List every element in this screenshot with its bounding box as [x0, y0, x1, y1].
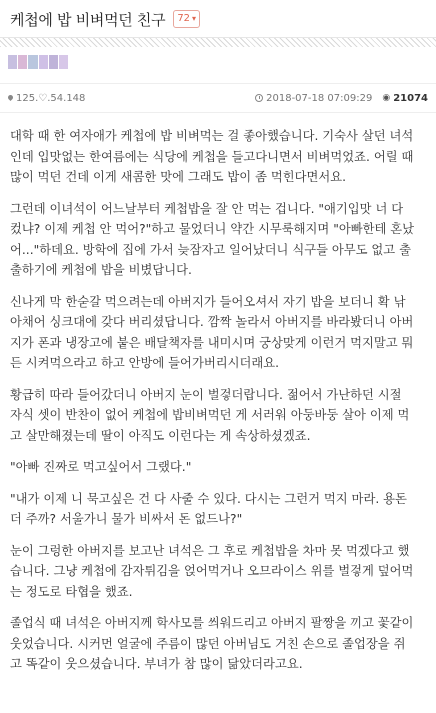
blur-pixel: [49, 55, 58, 69]
location-pin-icon: [7, 94, 14, 101]
post-datetime: 2018-07-18 07:09:29: [266, 92, 373, 104]
comment-count: 72: [177, 13, 191, 24]
author-name-blurred[interactable]: [8, 55, 68, 69]
body-paragraph: [10, 126, 428, 188]
body-line: 그런데 이녀석이 어느날부터 케첩밥을 잘 안 먹는 겁니다. "애기입맛 너 다: [10, 201, 404, 216]
header-divider: [0, 37, 436, 47]
blur-pixel: [28, 55, 37, 69]
post-header: [10, 8, 426, 30]
body-line: 더 주까? 서울가니 물가 비싸서 돈 없드나?": [10, 512, 243, 526]
body-line: 인데 입맛없는 한여름에는 식당에 케첩을 들고다니면서 비벼먹었죠. 어릴 때: [10, 149, 414, 164]
body-line: 든 시켜먹으라고 하고 안방에 들어가버리시더래요.: [10, 356, 279, 370]
body-line: 컸냐? 이제 케첩 안 먹어?"하고 물었더니 약간 시무룩해지며 "아빠한테 혼났: [10, 222, 415, 236]
body-paragraph: [10, 292, 428, 374]
body-line: "내가 이제 니 묵고싶은 건 다 사줄 수 있다. 다시는 그런거 먹지 마라. 용돈: [10, 491, 407, 506]
eye-icon: ◉: [382, 93, 391, 103]
body-paragraph: [10, 613, 428, 675]
blur-pixel: [39, 55, 48, 69]
body-line: 지가 폰과 냉장고에 붙은 배달책자를 내미시며 궁상맞게 이런거 먹지말고 뭐: [10, 335, 414, 350]
meta-divider-bottom: [0, 112, 436, 113]
blur-pixel: [8, 55, 17, 69]
body-line: 는 정도로 타협을 했죠.: [10, 584, 133, 599]
body-line: 출하기에 케첩에 밥을 비볐답니다.: [10, 263, 192, 277]
post-meta: [8, 91, 428, 105]
view-count: 21074: [393, 92, 428, 104]
body-line: 황급히 따라 들어갔더니 아버지 눈이 벌겋더랍니다. 젊어서 가난하던 시절: [10, 387, 402, 402]
body-paragraph: [10, 489, 428, 530]
body-paragraph: [10, 541, 428, 603]
comment-count-badge[interactable]: [173, 10, 200, 28]
body-line: 아채어 싱크대에 갖다 버리셨답니다. 깜짝 놀라서 아버지를 바라봤더니 아버: [10, 315, 414, 329]
body-line: 눈이 그렁한 아버지를 보고난 녀석은 그 후로 케첩밥을 차마 못 먹겠다고 했: [10, 543, 410, 558]
clock-icon: [255, 94, 263, 102]
body-paragraph: [10, 199, 428, 281]
body-line: 신나게 막 한숟갈 먹으려는데 아버지가 들어오셔서 자기 밥을 보더니 확 낚: [10, 294, 406, 309]
body-line: 대학 때 한 여자애가 케첩에 밥 비벼먹는 걸 좋아했습니다. 기숙사 살던 녀석: [10, 129, 414, 143]
body-line: 졸업식 때 녀석은 아버지께 학사모를 씌워드리고 아버지 팔짱을 끼고 꽃같이: [10, 616, 414, 630]
body-line: "아빠 진짜로 먹고싶어서 그랬다.": [10, 460, 192, 474]
body-line: 어..."하데요. 방학에 집에 가서 늦잠자고 일어났더니 식구들 아무도 없고 출: [10, 242, 411, 257]
body-paragraph: [10, 457, 428, 478]
body-line: 많이 먹던 건데 이게 새콤한 맛에 그래도 밥이 좀 먹힌다면서요.: [10, 170, 347, 184]
post-body: [10, 126, 428, 686]
chevron-down-icon: ▾: [192, 14, 197, 23]
blur-pixel: [59, 55, 68, 69]
body-line: 고 똑같이 웃으셨습니다. 부녀가 참 많이 닮았더라고요.: [10, 657, 303, 671]
body-line: 습니다. 그냥 케첩에 감자튀김을 얹어먹거나 오므라이스 위를 벌겋게 덮어먹: [10, 564, 414, 578]
blur-pixel: [18, 55, 27, 69]
ip-address: 125.♡.54.148: [16, 92, 86, 104]
body-line: 고 살만해졌는데 딸이 아직도 이런다는 게 속상하셨겠죠.: [10, 428, 311, 443]
meta-divider-top: [0, 83, 436, 84]
post-title: 케첩에 밥 비벼먹던 친구: [10, 10, 166, 29]
body-line: 웃었습니다. 시커먼 얼굴에 주름이 많던 아버님도 거친 손으로 졸업장을 쥐: [10, 636, 406, 651]
body-line: 자식 셋이 반찬이 없어 케첩에 밥비벼먹던 게 서러워 아둥바둥 살아 이제 먹: [10, 408, 410, 422]
body-paragraph: [10, 385, 428, 447]
